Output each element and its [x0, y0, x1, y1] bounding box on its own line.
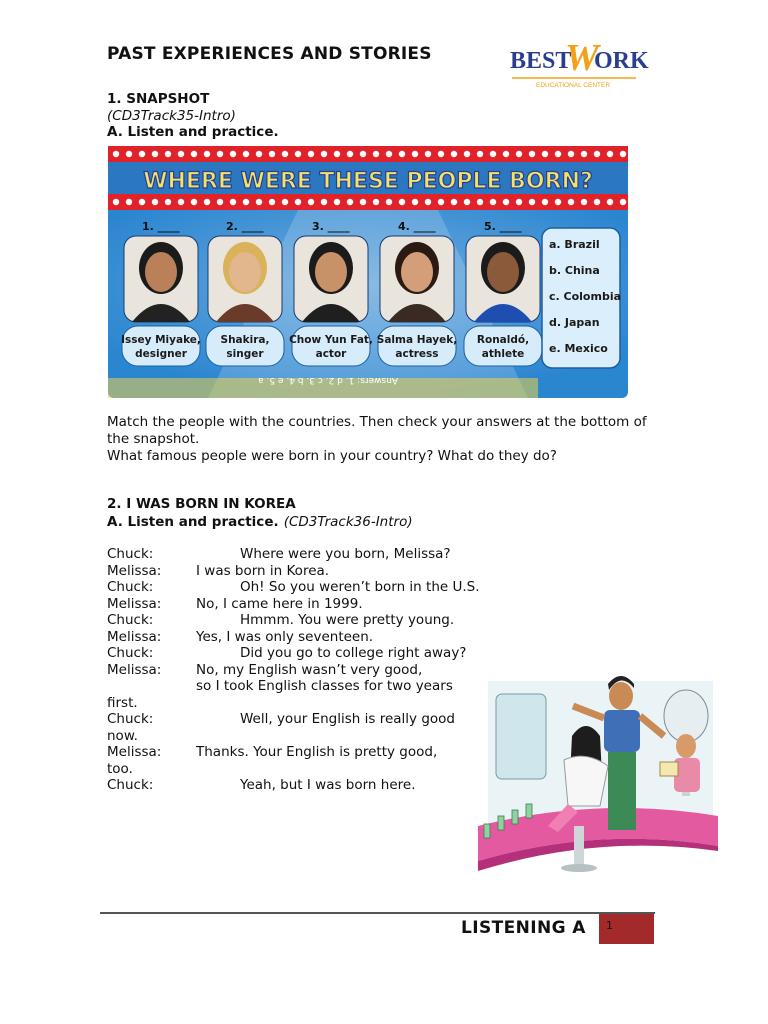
person-role: actor: [315, 348, 347, 360]
dialog-line: [107, 761, 477, 778]
footer-divider: [100, 912, 655, 914]
snapshot-title: WHERE WERE THESE PEOPLE BORN?: [143, 169, 593, 194]
person-role: athlete: [481, 348, 525, 360]
dialog-utterance: Yes, I was only seventeen.: [196, 628, 374, 645]
person-caption: [292, 326, 370, 366]
dialog-utterance: Where were you born, Melissa?: [240, 546, 451, 562]
match-instruction-line2: the snapshot.: [107, 431, 200, 447]
person-number: 5. ____: [484, 220, 522, 233]
dialog-line: [107, 546, 477, 563]
dialog-utterance: No, my English wasn’t very good,: [196, 661, 423, 678]
dialog-utterance: Well, your English is really good: [240, 711, 455, 727]
person-caption: [122, 326, 200, 366]
page-number: 1: [606, 919, 613, 932]
person-role: singer: [226, 348, 264, 360]
person-caption: [206, 326, 284, 366]
country-option: a. Brazil: [549, 238, 600, 251]
dialog-speaker: Chuck:: [107, 546, 154, 562]
person-caption: [464, 326, 542, 366]
person-name: Issey Miyake,: [121, 334, 201, 346]
snapshot-answers: Answers: 1. d 2. c 3. b 4. e 5. a: [258, 375, 398, 385]
person-name: Salma Hayek,: [376, 334, 458, 346]
country-option: b. China: [549, 264, 600, 277]
dialog-line: [107, 662, 477, 679]
dialog-line: [107, 645, 477, 662]
dialog-speaker: now.: [107, 727, 138, 744]
dialog: [107, 546, 480, 794]
dialog-line: [107, 744, 477, 761]
person-card: [377, 220, 457, 366]
person-card: [289, 220, 373, 366]
dialog-utterance: so I took English classes for two years: [196, 678, 453, 694]
svg-text:BEST: BEST: [510, 48, 572, 74]
dialog-speaker: Melissa:: [107, 744, 162, 760]
dialog-line: [107, 695, 477, 712]
page-title: PAST EXPERIENCES AND STORIES: [107, 44, 432, 64]
country-option: c. Colombia: [549, 290, 622, 303]
hair-salon-illustration: [478, 676, 718, 894]
person-number: 1. ____: [142, 220, 180, 233]
dialog-speaker: Melissa:: [107, 562, 162, 579]
country-option: e. Mexico: [549, 342, 608, 355]
section2-heading: 2. I WAS BORN IN KOREA: [107, 496, 296, 512]
dialog-speaker: Melissa:: [107, 661, 162, 678]
dialog-utterance: Thanks. Your English is pretty good,: [196, 744, 438, 760]
dialog-utterance: No, I came here in 1999.: [196, 595, 363, 612]
dialog-utterance: Did you go to college right away?: [240, 645, 467, 661]
dialog-line: [107, 612, 477, 629]
match-instruction-line1: Match the people with the countries. Then check your answers at the bottom of: [107, 414, 647, 430]
person-name: Shakira,: [220, 334, 270, 346]
country-option: d. Japan: [549, 316, 600, 329]
dialog-line: [107, 629, 477, 646]
section2-track: (CD3Track36-Intro): [283, 513, 413, 530]
dialog-speaker: Chuck:: [107, 777, 154, 793]
person-number: 4. ____: [398, 220, 436, 233]
dialog-speaker: Chuck:: [107, 645, 154, 661]
svg-text:EDUCATIONAL CENTER: EDUCATIONAL CENTER: [536, 82, 611, 89]
dialog-utterance: I was born in Korea.: [196, 562, 330, 579]
person-role: designer: [135, 348, 187, 360]
section2-instruction: A. Listen and practice.: [107, 513, 279, 530]
dialog-speaker: Melissa:: [107, 628, 162, 645]
section1-instruction: A. Listen and practice.: [107, 124, 279, 140]
dialog-line: [107, 596, 477, 613]
dialog-speaker: first.: [107, 694, 138, 711]
discussion-question: What famous people were born in your country? What do they do?: [107, 448, 557, 464]
dialog-speaker: too.: [107, 760, 133, 777]
dialog-speaker: Chuck:: [107, 579, 154, 595]
dialog-utterance: Yeah, but I was born here.: [240, 777, 416, 793]
person-name: Chow Yun Fat,: [289, 334, 373, 346]
svg-text:ORK: ORK: [594, 48, 649, 74]
person-card: [121, 220, 201, 366]
person-card: [464, 220, 542, 366]
person-number: 3. ____: [312, 220, 350, 233]
dialog-line: [107, 728, 477, 745]
dialog-speaker: Chuck:: [107, 612, 154, 628]
svg-text:W: W: [565, 37, 599, 79]
snapshot-banner: [108, 146, 628, 398]
bestwork-logo: [510, 28, 649, 90]
section1-track: (CD3Track35-Intro): [107, 107, 236, 124]
dialog-speaker: Chuck:: [107, 711, 154, 727]
dialog-line: [107, 777, 477, 794]
dialog-utterance: Hmmm. You were pretty young.: [240, 612, 455, 628]
dialog-line: [107, 711, 477, 728]
person-role: actress: [395, 348, 439, 360]
footer-label: LISTENING A: [461, 918, 586, 938]
person-caption: [378, 326, 456, 366]
dialog-line: [107, 678, 477, 695]
dialog-utterance: Oh! So you weren’t born in the U.S.: [240, 579, 480, 595]
dialog-speaker: Melissa:: [107, 595, 162, 612]
person-number: 2. ____: [226, 220, 264, 233]
dialog-line: [107, 563, 477, 580]
person-card: [206, 220, 284, 366]
dialog-line: [107, 579, 480, 596]
person-name: Ronaldó,: [476, 334, 530, 346]
section1-heading: 1. SNAPSHOT: [107, 91, 210, 107]
